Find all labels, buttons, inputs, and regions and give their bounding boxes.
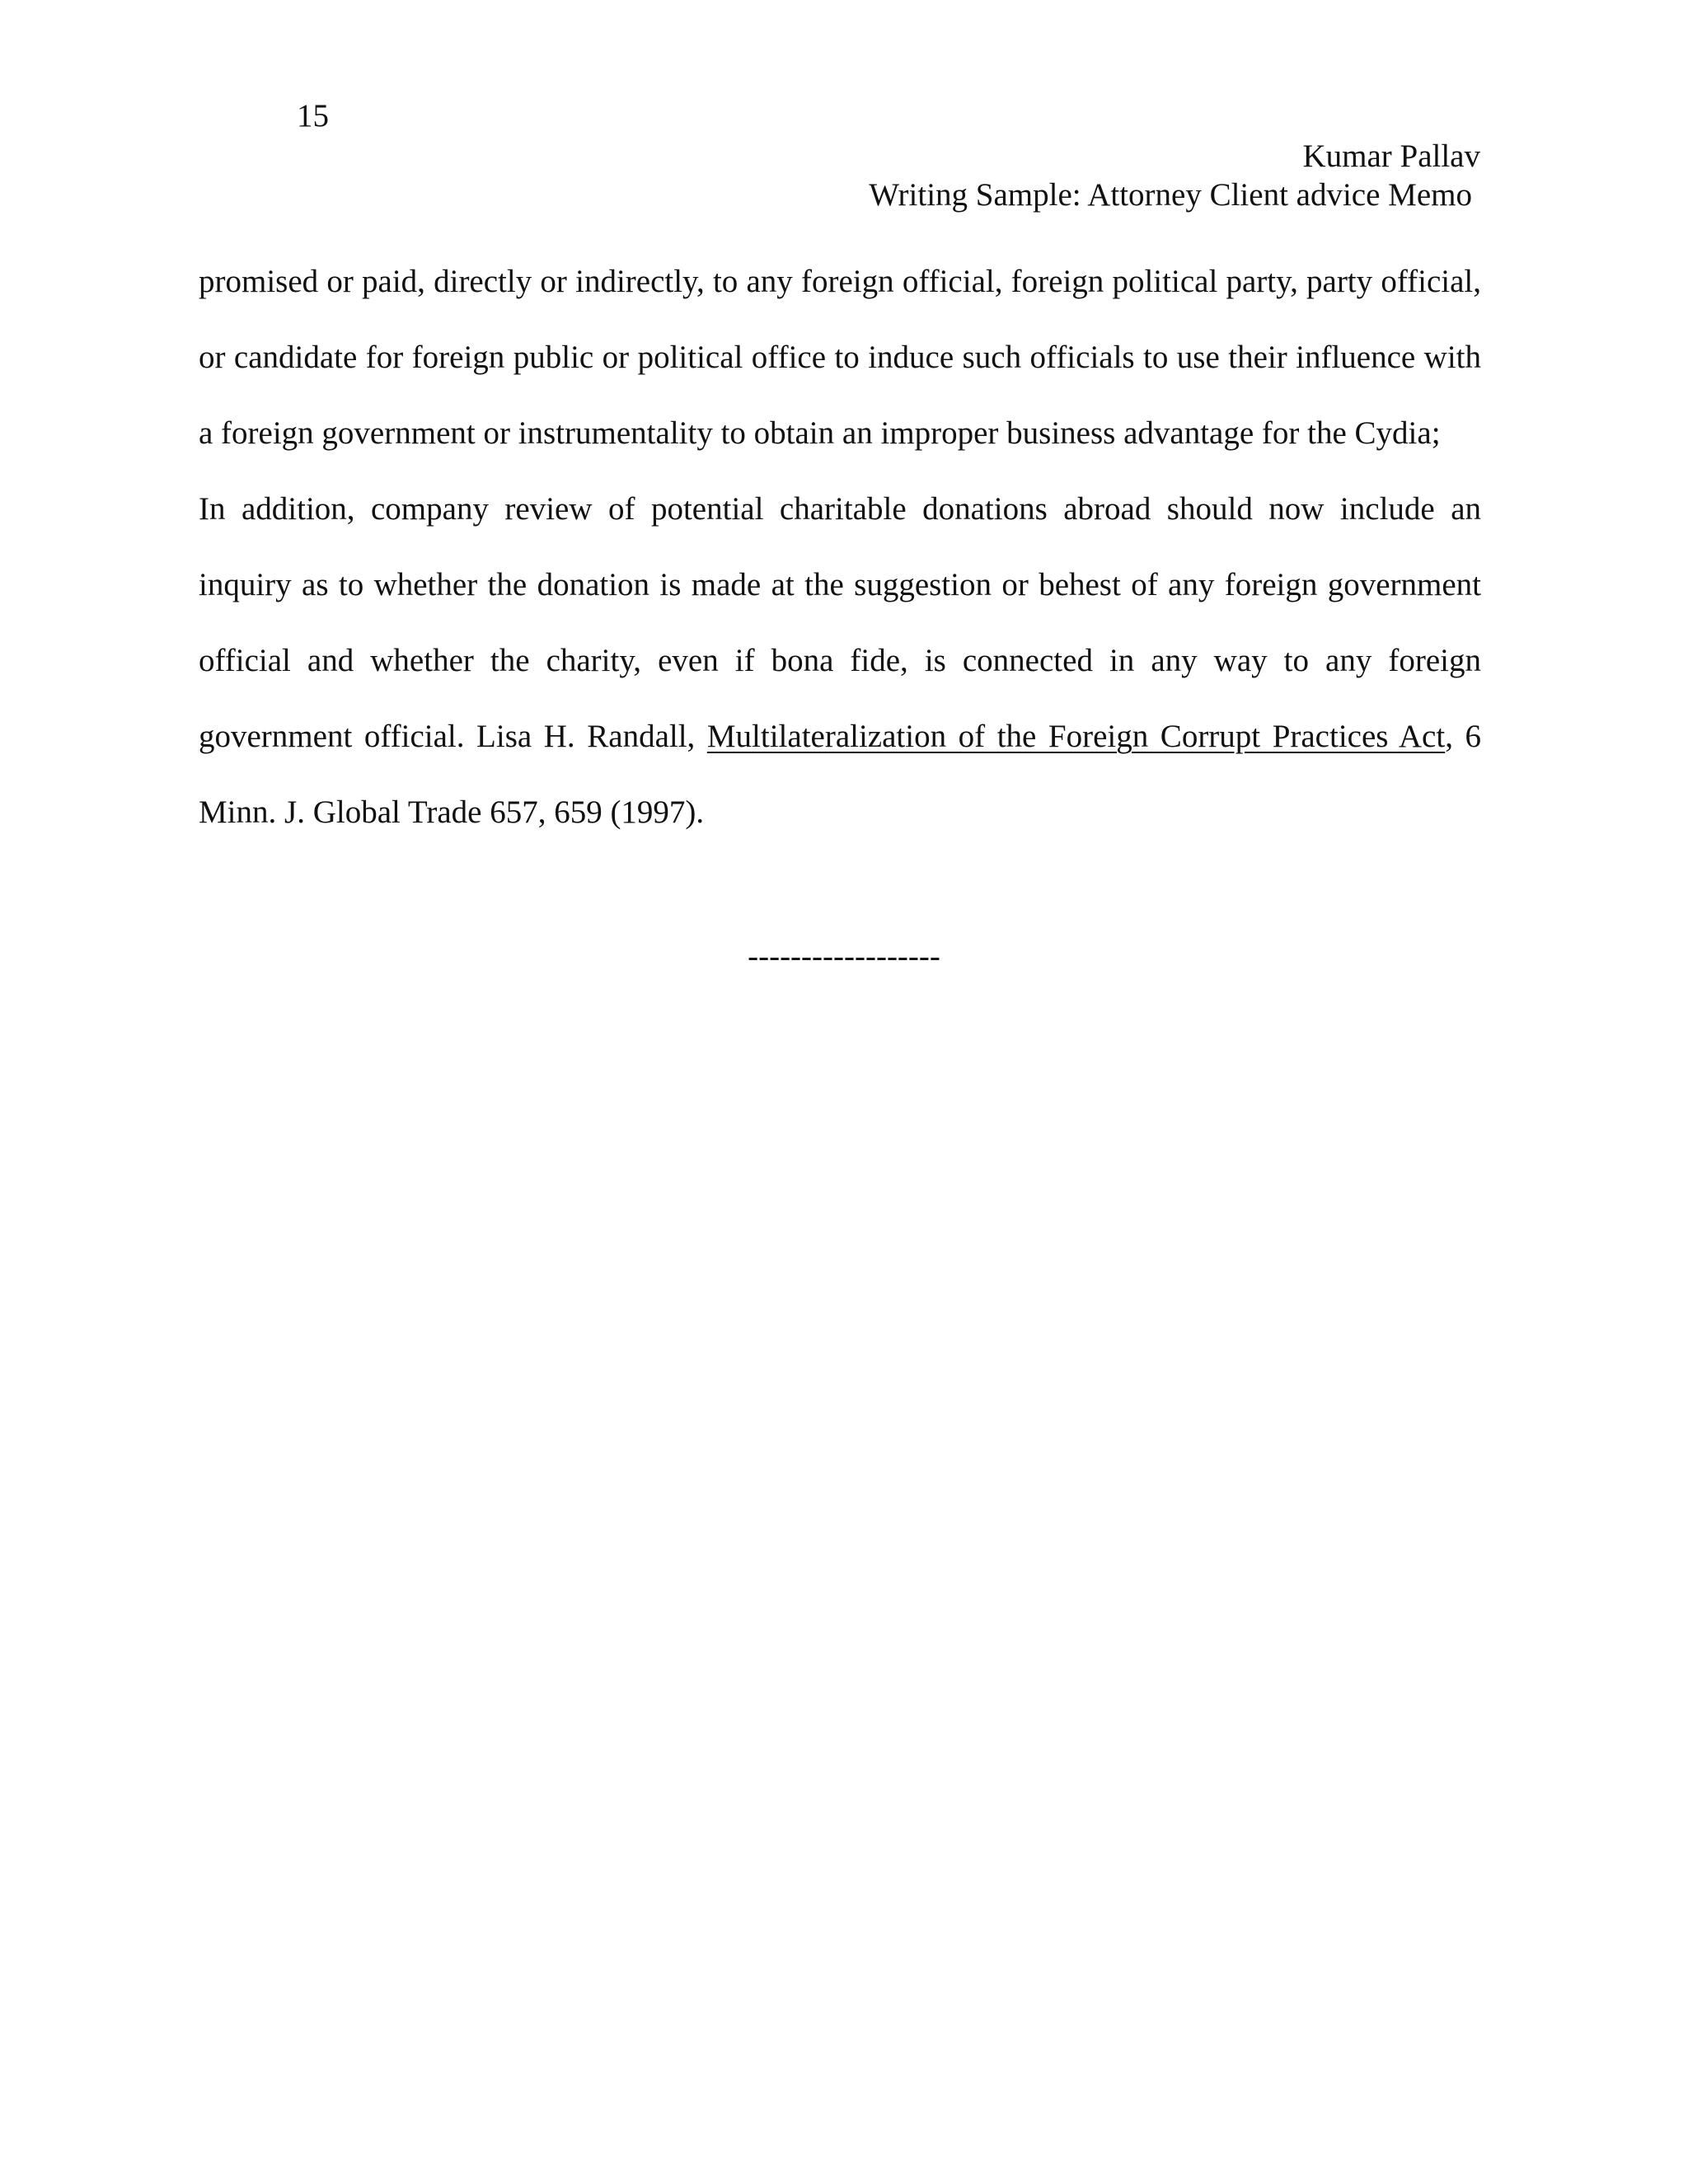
body-text bbox=[199, 244, 1481, 851]
citation-title: Multilateralization of the Foreign Corrupt Practices Act bbox=[706, 719, 1446, 754]
paragraph-continued: promised or paid, directly or indirectly, to any foreign official, foreign political party, party official, or candidate for foreign public or political office to induce such officials to use their influence with a foreign government or instrumentality to obtain an improper business advantage for the Cydia; bbox=[199, 264, 1481, 451]
paragraph-text-after-citation: , 6 Minn. J. Global Trade 657, 659 (1997). bbox=[199, 719, 1482, 830]
header-subtitle: Writing Sample: Attorney Client advice Memo bbox=[869, 177, 1472, 213]
paragraph-text-before-citation: In addition, company review of potential charitable donations abroad should now include an inquiry as to whether the donation is made at the suggestion or behest of any foreign government official and whether the charity, even if bona fide, is connected in any way to any foreign government official. Lisa H. Randall, bbox=[199, 491, 1481, 754]
section-separator: ------------------ bbox=[748, 939, 940, 974]
page-number: 15 bbox=[297, 98, 329, 134]
paragraph-charitable-donations bbox=[199, 471, 1481, 851]
running-header bbox=[869, 137, 1480, 214]
header-author: Kumar Pallav bbox=[1302, 138, 1480, 174]
